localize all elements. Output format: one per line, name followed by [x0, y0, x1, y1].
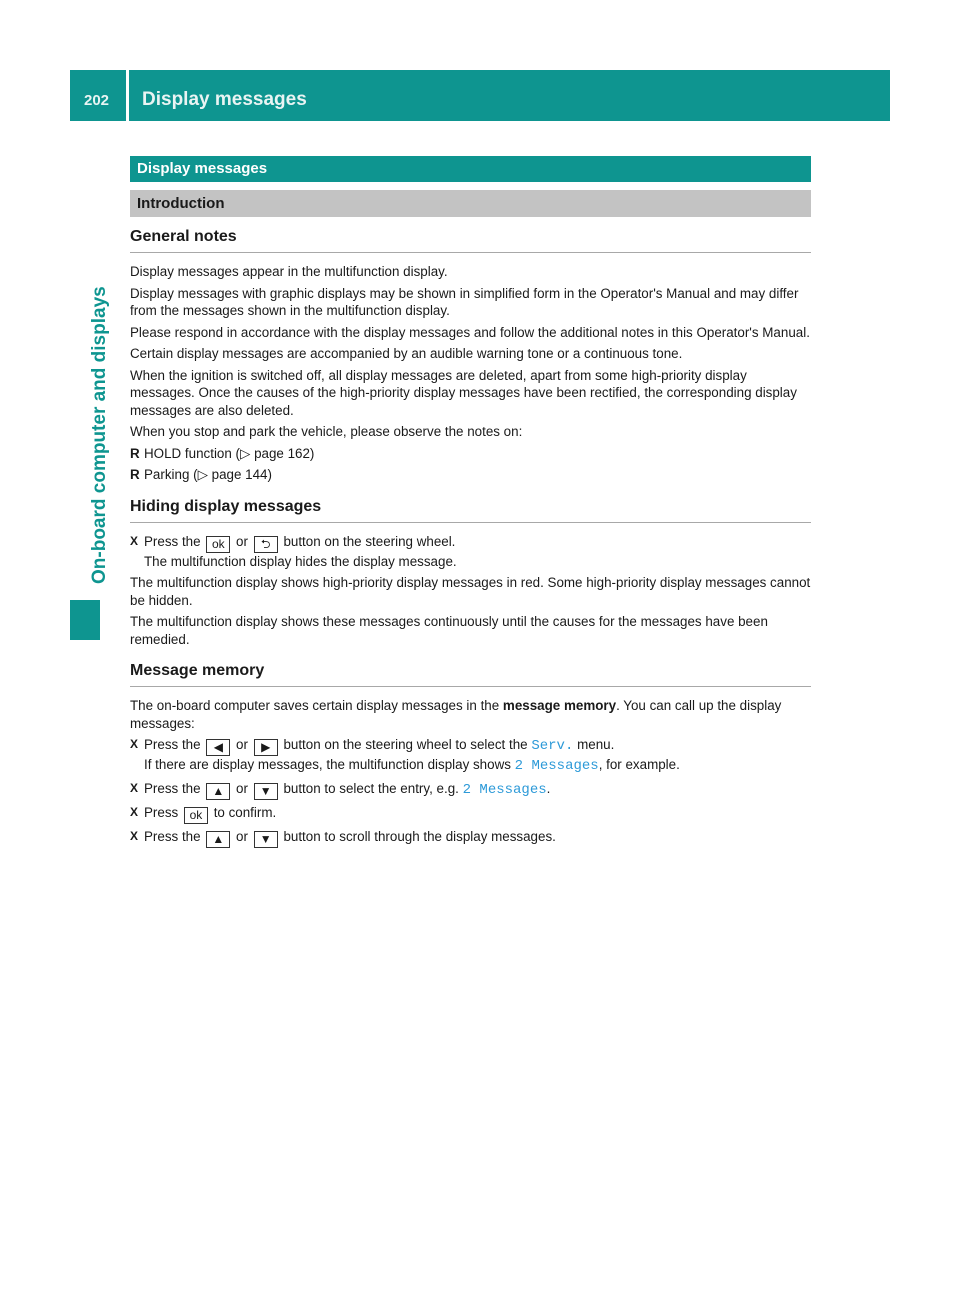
- paragraph: Display messages with graphic displays may be shown in simplified form in the Operator's Manual and may differ from the messages shown in the multifunction display.: [130, 285, 799, 318]
- paragraph: When the ignition is switched off, all display messages are deleted, apart from some high-priority display messages. Once the causes of the high-priority display messages have been rectified, the corresponding display messages are also deleted.: [130, 367, 797, 418]
- down-key-icon: ▼: [254, 831, 278, 848]
- left-key-icon: ◀: [206, 739, 230, 756]
- display-text-messages: 2 Messages: [514, 758, 599, 774]
- ok-key-icon: ok: [206, 536, 230, 553]
- paragraph: Certain display messages are accompanied by an audible warning tone or a continuous tone.: [130, 346, 683, 361]
- right-key-icon: ▶: [254, 739, 278, 756]
- paragraph: The on-board computer saves certain display messages in the message memory. You can call up the display messages:: [130, 698, 782, 731]
- display-text-serv: Serv.: [531, 738, 574, 754]
- page-reference-link[interactable]: page 162: [254, 445, 310, 461]
- page-header-bar: [70, 70, 890, 121]
- display-text-messages: 2 Messages: [462, 781, 547, 798]
- bullet-icon: R: [130, 467, 140, 482]
- sidebar-chapter-label: On-board computer and displays: [89, 286, 110, 584]
- heading-message-memory: Message memory: [130, 662, 811, 687]
- list-item: R HOLD function (▷ page 162): [130, 445, 315, 461]
- step-arrow-icon: X: [130, 804, 139, 819]
- back-key-icon: ⮌: [254, 536, 278, 553]
- section-subtitle: Introduction: [130, 190, 811, 217]
- step-arrow-icon: X: [130, 533, 139, 548]
- instruction-step: X Press the ◀ or ▶ button on the steering wheel to select the Serv. menu. If there are display messages, the multifunction display shows 2 Messages, for example.: [130, 737, 680, 774]
- step-arrow-icon: X: [130, 780, 139, 795]
- page-number: 202: [84, 92, 110, 109]
- up-key-icon: ▲: [206, 783, 230, 800]
- sidebar-color-block: [70, 600, 100, 640]
- step-result: The multifunction display hides the display message.: [144, 553, 457, 569]
- paragraph: Display messages appear in the multifunction display.: [130, 264, 448, 279]
- instruction-step: X Press the ▲ or ▼ button to scroll through the display messages.: [130, 828, 556, 846]
- instruction-step: X Press the ▲ or ▼ button to select the entry, e.g. 2 Messages.: [130, 780, 551, 798]
- step-arrow-icon: X: [130, 737, 139, 751]
- page-ref-arrow-icon: ▷: [197, 467, 208, 482]
- down-key-icon: ▼: [254, 783, 278, 800]
- bullet-icon: R: [130, 445, 140, 461]
- section-title: Display messages: [130, 156, 811, 182]
- instruction-step: X Press ok to confirm.: [130, 804, 277, 822]
- chapter-title: Display messages: [142, 89, 307, 110]
- page-content: [130, 156, 811, 852]
- paragraph: Please respond in accordance with the display messages and follow the additional notes in this Operator's Manual.: [130, 324, 810, 340]
- ok-key-icon: ok: [184, 807, 208, 824]
- list-item: R Parking (▷ page 144): [130, 467, 272, 482]
- paragraph: The multifunction display shows these messages continuously until the causes for the messages have been remedied.: [130, 614, 768, 647]
- heading-hiding-display-messages: Hiding display messages: [130, 498, 811, 523]
- paragraph: When you stop and park the vehicle, please observe the notes on:: [130, 424, 523, 439]
- paragraph: The multifunction display shows high-priority display messages in red. Some high-priority display messages cannot be hidden.: [130, 575, 811, 608]
- heading-general-notes: General notes: [130, 228, 811, 253]
- page-reference-link[interactable]: page 144: [211, 467, 268, 482]
- step-arrow-icon: X: [130, 828, 139, 843]
- instruction-step: X Press the ok or ⮌ button on the steering wheel. The multifunction display hides the display message.: [130, 533, 457, 569]
- up-key-icon: ▲: [206, 831, 230, 848]
- header-divider: [126, 70, 129, 121]
- page-ref-arrow-icon: ▷: [240, 445, 251, 461]
